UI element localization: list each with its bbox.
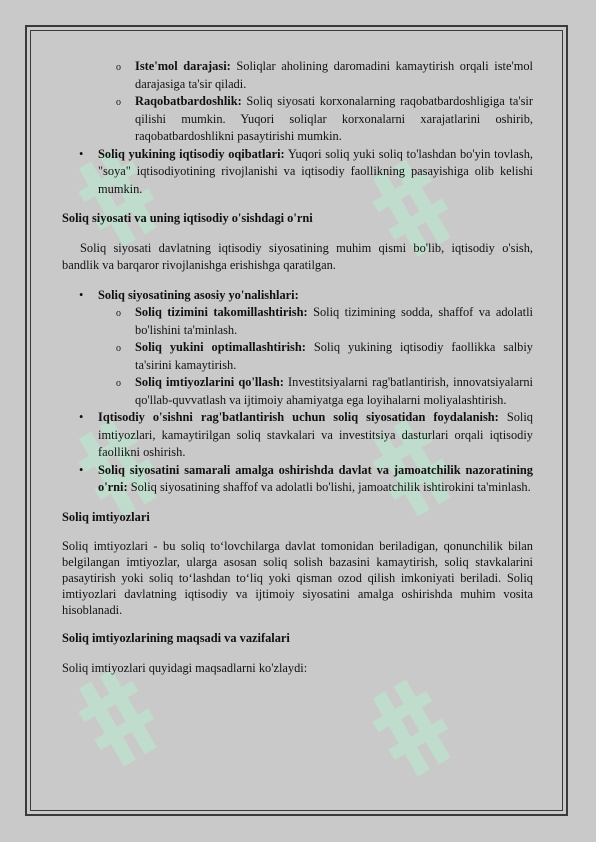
paragraph: Soliq imtiyozlari - bu soliq to‘lovchilarga davlat tomonidan beriladigan, qonunchilik bilan belgilangan imtiyozlar, ularga asosan soliq solish bazasini kamaytirish, soliq stavkalarini pasaytirish yoki soliq to‘lashdan to‘liq yoki qisman ozod qilish imkoniyati beriladi. Soliq imtiyozlari davlatning iqtisodiy va ijtimoiy siyosatini amalga oshirishda muhim vosita hisoblanadi. (62, 539, 533, 617)
watermark-logo-icon (372, 670, 462, 780)
section-heading: Soliq siyosati va uning iqtisodiy o'sishdagi o'rni (62, 211, 313, 225)
bullet-icon: • (79, 410, 84, 424)
list-item: o Soliq yukini optimallashtirish: Soliq yukining iqtisodiy faollikka salbiy ta'sirini kamaytirish. (116, 340, 533, 372)
paragraph: Soliq siyosati davlatning iqtisodiy siyosatining muhim qismi bo'lib, iqtisodiy o'sish, bandlik va barqaror rivojlanishga erishishga qaratilgan. (62, 240, 533, 272)
circle-bullet-icon: o (116, 62, 121, 73)
list-item: o Soliq tizimini takomillashtirish: Soliq tizimining sodda, shaffof va adolatli bo'lishini ta'minlash. (116, 305, 534, 337)
list-item: o Soliq imtiyozlarini qo'llash: Investitsiyalarni rag'batlantirish, innovatsiyalarni qo'llab-quvvatlash va ijtimoiy ahamiyatga ega loyihalarni moliyalashtirish. (116, 375, 533, 407)
circle-bullet-icon: o (116, 97, 121, 108)
bullet-icon: • (79, 287, 84, 302)
list-item: o Raqobatbardoshlik: Soliq siyosati korxonalarning raqobatbardoshligiga ta'sir qilishi mumkin. Yuqori soliqlar korxonalarni xarajatlarini oshirib, raqobatbardoshlikni pasaytirishi mumkin. (116, 94, 533, 143)
bullet-list (62, 146, 533, 199)
circle-bullet-icon: o (116, 378, 121, 389)
circle-bullet-icon: o (116, 343, 121, 354)
list-item: • Soliq siyosatining asosiy yo'nalishlari: (62, 287, 533, 305)
circle-bullet-icon: o (116, 308, 121, 319)
sub-list (62, 304, 533, 409)
sub-list (62, 58, 533, 146)
document-body (62, 58, 533, 677)
bullet-icon: • (79, 146, 84, 161)
bullet-list (62, 409, 533, 497)
bullet-icon: • (79, 462, 84, 477)
bullet-list (62, 287, 533, 305)
list-item: • Soliq siyosatini samarali amalga oshirishda davlat va jamoatchilik nazoratining o'rni: Soliq siyosatining shaffof va adolatli bo'lishi, jamoatchilik ishtirokini ta'minlash. (79, 462, 533, 494)
section-heading: Soliq imtiyozlarining maqsadi va vazifalari (62, 631, 290, 645)
list-item: • Soliq yukining iqtisodiy oqibatlari: Yuqori soliq yuki soliq to'lashdan bo'yin tovlash, "soya" iqtisodiyotining rivojlanishi va iqtisodiy faollikning pasayishiga olib kelishi mumkin. (79, 146, 533, 196)
paragraph: Soliq imtiyozlari quyidagi maqsadlarni ko'zlaydi: (62, 660, 308, 675)
list-item: • Iqtisodiy o'sishni rag'batlantirish uchun soliq siyosatidan foydalanish: Soliq imtiyozlari, kamaytirilgan soliq stavkalari va investitsiya dasturlari orqali iqtisodiy faollikni oshirish. (79, 410, 534, 459)
section-heading: Soliq imtiyozlari (62, 509, 150, 524)
list-item: o Iste'mol darajasi: Soliqlar aholining daromadini kamaytirish orqali iste'mol darajasiga ta'sir qiladi. (116, 59, 534, 91)
